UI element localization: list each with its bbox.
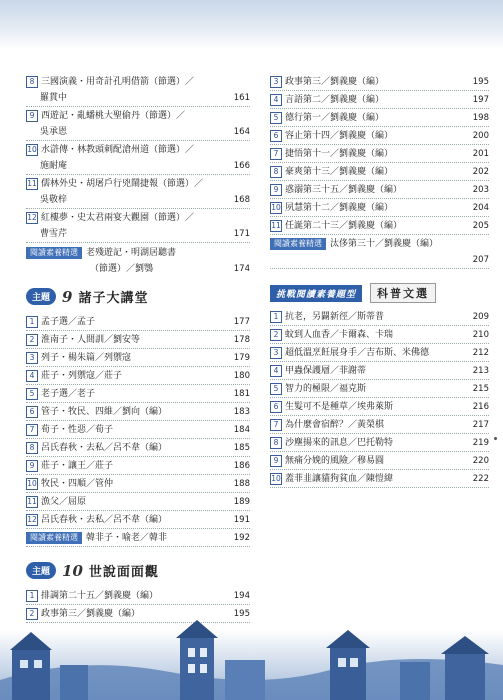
page-number: 166	[233, 161, 250, 171]
toc-entry[interactable]	[26, 350, 250, 367]
entry-number: 7	[270, 148, 282, 160]
entry-first-line	[26, 142, 250, 158]
entry-number: 6	[270, 401, 282, 413]
entry-first-line	[26, 176, 250, 192]
page-number: 177	[233, 317, 250, 327]
entry-title: 儒林外史・胡屠戶行兇鬧捷報（節選）／	[41, 179, 204, 189]
entry-number: 8	[270, 166, 282, 178]
page-number: 188	[233, 479, 250, 489]
entry-author: 曹雪芹	[40, 229, 68, 239]
entry-number: 7	[270, 419, 282, 431]
theme-badge: 主題	[26, 288, 56, 305]
entry-title: 西遊記・亂蟠桃大聖偷丹（節選）／	[41, 111, 186, 121]
toc-entry[interactable]	[26, 422, 250, 439]
science-subtitle: 科普文選	[370, 283, 436, 303]
theme-title: 世說面面觀	[88, 565, 159, 580]
entry-title: 呂氏春秋・去私／呂不韋（編）	[41, 443, 168, 453]
page-number: 219	[472, 438, 489, 448]
toc-entry[interactable]	[26, 108, 250, 141]
toc-entry[interactable]	[26, 332, 250, 349]
page-number: 204	[472, 203, 489, 213]
page-number: 171	[233, 229, 250, 239]
entry-number: 6	[26, 406, 38, 418]
entry-title: 言語第二／劉義慶（編）	[285, 95, 385, 105]
page-number: 189	[233, 497, 250, 507]
entry-number: 1	[26, 316, 38, 328]
entry-number: 3	[270, 347, 282, 359]
entry-author: 羅貫中	[40, 93, 68, 103]
entry-number: 8	[26, 76, 38, 88]
entry-title: 排調第二十五／劉義慶（編）	[41, 591, 159, 601]
page-number: 197	[472, 95, 489, 105]
entry-title: 生髮可不是種草／埃弗萊斯	[285, 402, 394, 412]
entry-title: 智力的極限／福克斯	[285, 384, 367, 394]
entry-author: 施耐庵	[40, 161, 68, 171]
entry-number: 10	[27, 479, 37, 488]
entry-title: 汰侈第三十／劉義慶（編）	[330, 239, 439, 249]
entry-title: 沙塵揚來的訊息／巴托勒特	[285, 438, 394, 448]
toc-entry[interactable]	[26, 476, 250, 493]
header-band	[0, 0, 503, 50]
toc-entry[interactable]	[26, 458, 250, 475]
entry-title: 任誕第二十三／劉義慶（編）	[285, 221, 403, 231]
page-number: 215	[472, 384, 489, 394]
toc-entry[interactable]	[26, 176, 250, 209]
reading-badge: 閱讀素養精選	[270, 238, 326, 250]
toc-entry[interactable]	[270, 453, 489, 470]
entry-number: 8	[270, 437, 282, 449]
toc-entry[interactable]	[270, 471, 489, 488]
page-number: 186	[233, 461, 250, 471]
entry-title: 孟子選／孟子	[41, 317, 96, 327]
entry-title: 甲蟲保護層／菲謝蒂	[285, 366, 367, 376]
page-number: 210	[472, 330, 489, 340]
toc-entry[interactable]	[26, 314, 250, 331]
entry-number: 7	[26, 424, 38, 436]
entry-first-line	[26, 74, 250, 90]
entry-number: 8	[26, 442, 38, 454]
entry-number: 5	[270, 383, 282, 395]
page-number: 174	[233, 264, 250, 274]
entry-title: 抗老，另闢新徑／斯蒂普	[285, 312, 385, 322]
science-heading	[270, 283, 489, 303]
page-number: 161	[233, 93, 250, 103]
page-number: 179	[233, 353, 250, 363]
toc-entry[interactable]	[26, 494, 250, 511]
page-number: 178	[233, 335, 250, 345]
toc-entry[interactable]	[270, 128, 489, 145]
theme-badge: 主題	[26, 562, 56, 579]
toc-entry[interactable]	[270, 200, 489, 217]
toc-left-column	[26, 74, 250, 624]
entry-title: 超低溫烹飪展身手／吉布斯、米佛德	[285, 348, 430, 358]
entry-title: 三國演義・用奇計孔明借箭（節選）／	[41, 77, 195, 87]
entry-number: 5	[26, 388, 38, 400]
entry-number: 12	[27, 515, 37, 524]
toc-entry[interactable]	[270, 363, 489, 380]
page-number: 222	[472, 474, 489, 484]
entry-number: 11	[27, 497, 37, 506]
entry-title: 列子・楊朱篇／列禦寇	[41, 353, 132, 363]
entry-title: 牧民・四順／管仲	[41, 479, 114, 489]
page-number: 207	[472, 255, 489, 265]
entry-title: 政事第三／劉義慶（編）	[41, 609, 141, 619]
toc-entry[interactable]	[270, 435, 489, 452]
toc-entry[interactable]	[270, 327, 489, 344]
entry-title: 老殘遊記・明湖居聽書	[86, 248, 177, 258]
entry-title: 無痛分娩的風險／穆易圓	[285, 456, 385, 466]
toc-entry[interactable]	[26, 440, 250, 457]
entry-title: 德行第一／劉義慶（編）	[285, 113, 385, 123]
toc-entry[interactable]	[26, 142, 250, 175]
entry-title: 捷悟第十一／劉義慶（編）	[285, 149, 394, 159]
entry-author: 吳敬梓	[40, 195, 68, 205]
entry-title: 政事第三／劉義慶（編）	[285, 77, 385, 87]
entry-number: 1	[270, 311, 282, 323]
entry-number: 3	[270, 76, 282, 88]
page-number: 184	[233, 425, 250, 435]
entry-number: 3	[26, 352, 38, 364]
page-number: 212	[472, 348, 489, 358]
entry-title-cont: （節選）／劉鶚	[90, 264, 154, 274]
reading-entry-theme9[interactable]	[26, 530, 250, 547]
page-number: 203	[472, 185, 489, 195]
page-number: 198	[472, 113, 489, 123]
page-number: 183	[233, 407, 250, 417]
entry-number: 2	[26, 608, 38, 620]
science-badge: 挑戰閱讀素養題型	[270, 285, 362, 302]
entry-title: 蓋菲韭讓貓狗貧血／陳愷緯	[285, 474, 394, 484]
toc-entry[interactable]	[270, 92, 489, 109]
toc-entry[interactable]	[270, 381, 489, 398]
reading-entry-left-cont[interactable]	[26, 261, 250, 277]
entry-number: 4	[270, 365, 282, 377]
entry-number: 10	[271, 474, 281, 483]
page-number: 185	[233, 443, 250, 453]
entry-title: 韓非子・喻老／韓非	[86, 533, 168, 543]
page-number: 216	[472, 402, 489, 412]
page-number: 205	[472, 221, 489, 231]
entry-title: 為什麼會宿醉？／黃榮棋	[285, 420, 385, 430]
page-number: 164	[233, 127, 250, 137]
page-number: 195	[233, 609, 250, 619]
theme-title: 諸子大講堂	[78, 291, 149, 306]
entry-number: 2	[270, 329, 282, 341]
entry-title: 夙慧第十二／劉義慶（編）	[285, 203, 394, 213]
toc-entry[interactable]	[270, 345, 489, 362]
entry-title: 管子・牧民、四維／劉向（編）	[41, 407, 168, 417]
entry-title: 莊子・讓王／莊子	[41, 461, 114, 471]
theme-number: 9	[62, 287, 73, 306]
entry-number: 9	[270, 455, 282, 467]
toc-entry[interactable]	[270, 182, 489, 199]
entry-second-line	[26, 192, 250, 208]
toc-entry[interactable]	[26, 404, 250, 421]
page-number: 180	[233, 371, 250, 381]
entry-number: 9	[270, 184, 282, 196]
toc-entry[interactable]	[270, 146, 489, 163]
toc-entry[interactable]	[26, 368, 250, 385]
entry-number: 11	[271, 221, 281, 230]
entry-number: 10	[271, 203, 281, 212]
page-number: 209	[472, 312, 489, 322]
toc-entry[interactable]	[26, 74, 250, 107]
reading-entry-left[interactable]	[26, 245, 250, 261]
entry-number: 4	[270, 94, 282, 106]
entry-number: 11	[27, 179, 37, 188]
toc-entry[interactable]	[26, 210, 250, 243]
entry-first-line	[26, 108, 250, 124]
page-number: 168	[233, 195, 250, 205]
entry-title: 蚊到人血香／卡爾森、卡瑞	[285, 330, 394, 340]
entry-second-line	[26, 124, 250, 140]
reading-entry-right[interactable]	[270, 236, 489, 252]
toc-entry[interactable]	[26, 386, 250, 403]
theme-10-heading	[26, 561, 250, 580]
toc-entry[interactable]	[26, 588, 250, 605]
entry-second-line	[26, 90, 250, 106]
page-number: 191	[233, 515, 250, 525]
entry-title: 荀子・性惡／荀子	[41, 425, 114, 435]
page-number: 195	[472, 77, 489, 87]
entry-title: 水滸傳・林教頭刺配滄州道（節選）／	[41, 145, 195, 155]
toc-entry[interactable]	[270, 218, 489, 235]
entry-number: 5	[270, 112, 282, 124]
toc-right-column	[270, 74, 489, 489]
reading-entry-right-page[interactable]	[270, 252, 489, 269]
toc-entry[interactable]	[26, 512, 250, 529]
reading-badge: 閱讀素養精選	[26, 247, 82, 259]
entry-second-line	[26, 158, 250, 174]
entry-number: 6	[270, 130, 282, 142]
page-number: 192	[233, 533, 250, 543]
entry-title: 容止第十四／劉義慶（編）	[285, 131, 394, 141]
toc-entry[interactable]	[270, 74, 489, 91]
entry-title: 老子選／老子	[41, 389, 96, 399]
entry-number: 9	[26, 460, 38, 472]
entry-number: 4	[26, 370, 38, 382]
toc-entry[interactable]	[270, 399, 489, 416]
page-number: 194	[233, 591, 250, 601]
city-illustration	[0, 610, 503, 700]
page-number: 181	[233, 389, 250, 399]
entry-title: 淮南子・人間訓／劉安等	[41, 335, 141, 345]
entry-title: 莊子・列禦寇／莊子	[41, 371, 123, 381]
entry-second-line	[26, 226, 250, 242]
entry-title: 漁父／屈原	[41, 497, 87, 507]
entry-number: 10	[27, 145, 37, 154]
entry-first-line	[26, 210, 250, 226]
entry-title: 惑溺第三十五／劉義慶（編）	[285, 185, 403, 195]
page-number: 201	[472, 149, 489, 159]
page-number: 220	[472, 456, 489, 466]
toc-entry[interactable]	[270, 164, 489, 181]
margin-dot	[494, 437, 497, 440]
theme-9-heading	[26, 287, 250, 306]
entry-author: 吳承恩	[40, 127, 68, 137]
page-number: 200	[472, 131, 489, 141]
page-number: 213	[472, 366, 489, 376]
entry-number: 12	[27, 213, 37, 222]
toc-entry[interactable]	[270, 309, 489, 326]
page-number: 217	[472, 420, 489, 430]
entry-title: 豪爽第十三／劉義慶（編）	[285, 167, 394, 177]
entry-number: 2	[26, 334, 38, 346]
entry-number: 1	[26, 590, 38, 602]
page-number: 202	[472, 167, 489, 177]
toc-entry[interactable]	[270, 110, 489, 127]
reading-badge: 閱讀素養精選	[26, 532, 82, 544]
entry-number: 9	[26, 110, 38, 122]
entry-title: 呂氏春秋・去私／呂不韋（編）	[41, 515, 168, 525]
entry-title: 紅樓夢・史太君兩宴大觀園（節選）／	[41, 213, 195, 223]
theme-number: 10	[62, 561, 83, 580]
toc-entry[interactable]	[270, 417, 489, 434]
